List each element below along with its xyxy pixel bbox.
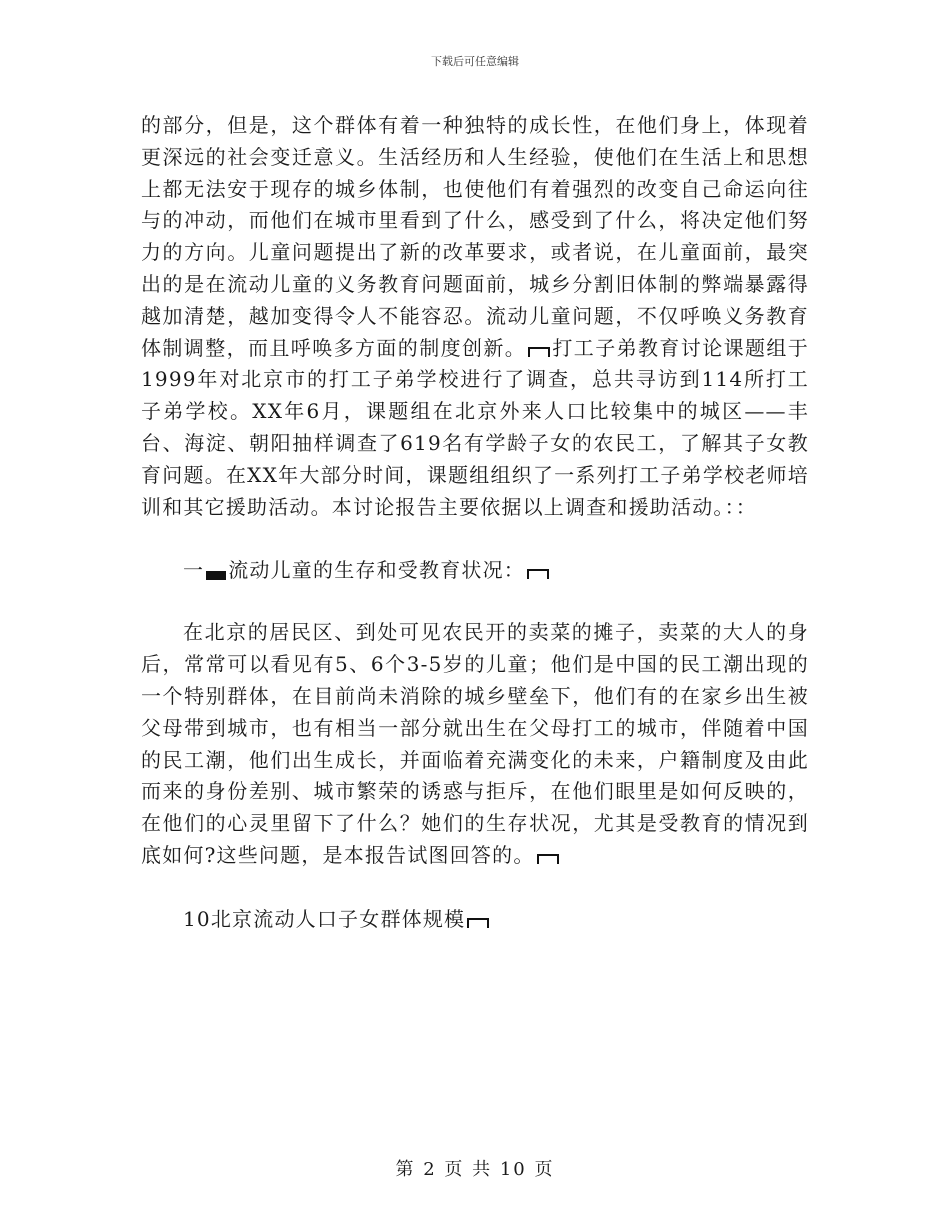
paragraph-1-text-b: 打工子弟教育讨论课题组于1999年对北京市的打工子弟学校进行了调查，总共寻访到114所打工子弟学校。XX年6月，课题组在北京外来人口比较集中的城区——丰台、海淀、朝阳抽样调查了619名有学龄子女的农民工，了解其子女教育问题。在XX年大部分时间，课题组组织了一系列打工子弟学校老师培训和其它援助活动。本讨论报告主要依据以上调查和援助活动。 xyxy=(141,335,809,519)
paragraph-2 xyxy=(141,617,809,871)
section-heading-1-text: 流动儿童的生存和受教育状况： xyxy=(228,558,526,583)
filled-mark xyxy=(206,571,226,580)
bracket-mark xyxy=(537,854,559,864)
bracket-mark xyxy=(528,347,550,357)
paragraph-1 xyxy=(141,110,809,523)
paragraph-1-text-a: 的部分，但是，这个群体有着一种独特的成长性，在他们身上，体现着更深远的社会变迁意义。生活经历和人生经验，使他们在生活上和思想上都无法安于现存的城乡体制，也使他们有着强烈的改变自己命运向往与的冲动，而他们在城市里看到了什么，感受到了什么，将决定他们努力的方向。儿童问题提出了新的改革要求，或者说，在儿童面前，最突出的是在流动儿童的义务教育问题面前，城乡分割旧体制的弊端暴露得越加清楚，越加变得令人不能容忍。流动儿童问题，不仅呼唤义务教育体制调整，而且呼唤多方面的制度创新。 xyxy=(141,113,809,360)
bracket-mark xyxy=(467,918,489,928)
section-heading-1 xyxy=(141,554,809,586)
paragraph-1-tail: ：： xyxy=(724,494,758,519)
section-heading-1-prefix: 一 xyxy=(183,558,205,583)
bracket-mark xyxy=(527,569,549,579)
header-note: 下载后可任意编辑 xyxy=(431,55,519,68)
paragraph-2-text: 在北京的居民区、到处可见农民开的卖菜的摊子，卖菜的大人的身后，常常可以看见有5、6个3-5岁的儿童；他们是中国的民工潮出现的一个特别群体，在目前尚未消除的城乡壁垒下，他们有的在家乡出生被父母带到城市，也有相当一部分就出生在父母打工的城市，伴随着中国的民工潮，他们出生成长，并面临着充满变化的未来，户籍制度及由此而来的身份差别、城市繁荣的诱惑与拒斥，在他们眼里是如何反映的，在他们的心灵里留下了什么？她们的生存状况，尤其是受教育的情况到底如何?这些问题，是本报告试图回答的。 xyxy=(141,620,809,867)
section-heading-2-text: 10北京流动人口子女群体规模 xyxy=(183,906,466,931)
section-heading-2 xyxy=(141,903,809,935)
page-number: 第 2 页 共 10 页 xyxy=(395,1159,555,1180)
document-body xyxy=(141,110,809,935)
